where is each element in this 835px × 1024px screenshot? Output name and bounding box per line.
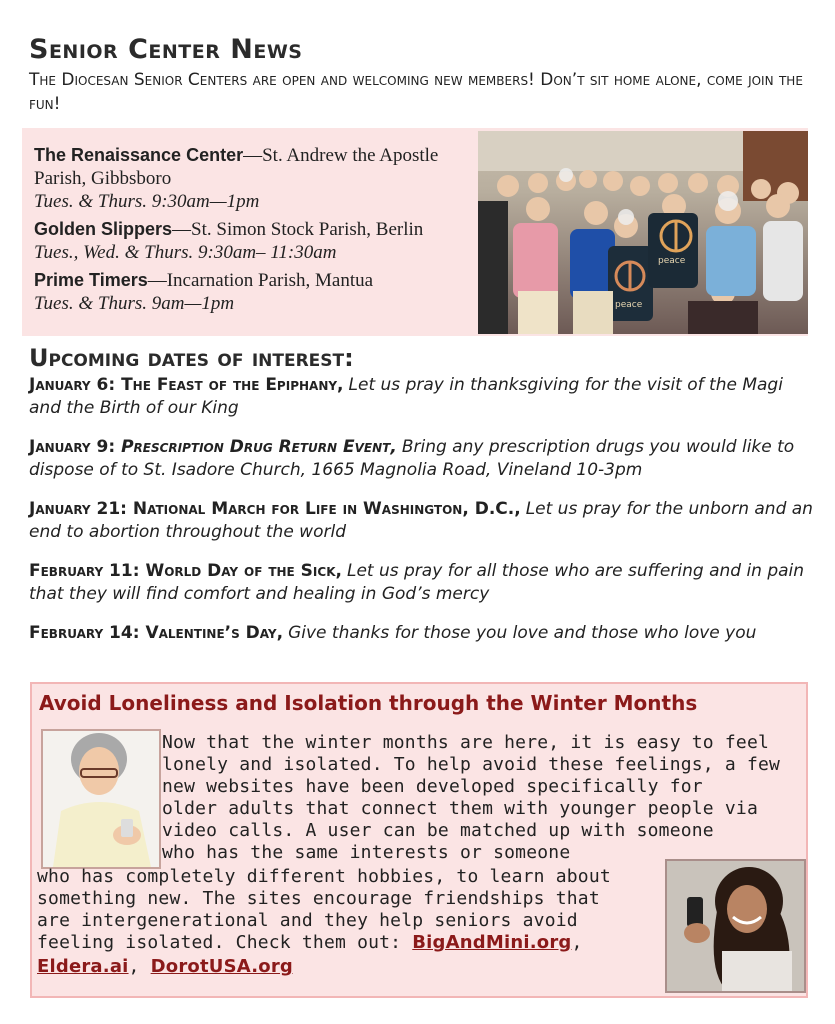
intro-text: The Diocesan Senior Centers are open and welcoming new members! Don’t sit home alone, come join the fun!	[29, 70, 803, 114]
date-description: Let us pray for the unborn and an end to abortion throughout the world	[29, 499, 813, 542]
date-item	[29, 497, 819, 543]
center-name: Prime Timers	[34, 270, 148, 290]
article-text-line: feeling isolated. Check them out: BigAndMini.org,	[37, 932, 583, 953]
center-location: —St. Andrew the Apostle Parish, Gibbsboro	[34, 145, 439, 189]
date-label: January 9: Prescription Drug Return Event,	[29, 437, 397, 457]
article-text-line: who has the same interests or someone	[162, 842, 571, 863]
center-item	[34, 218, 474, 264]
date-description: Let us pray for all those who are suffering and in pain that they will find comfort and healing in God’s mercy	[29, 561, 805, 604]
article-text-line: who has completely different hobbies, to learn about	[37, 866, 611, 887]
article-text-line: new websites have been developed specifically for	[162, 776, 703, 797]
center-name: The Renaissance Center	[34, 145, 244, 165]
date-item	[29, 559, 819, 605]
center-item	[34, 144, 474, 213]
senior-woman-illustration	[43, 731, 159, 867]
center-schedule: Tues. & Thurs. 9am—1pm	[34, 293, 235, 314]
date-label: February 14: Valentine’s Day,	[29, 623, 284, 643]
date-label: January 6: The Feast of the Epiphany,	[29, 375, 344, 395]
article-text-line: video calls. A user can be matched up with someone	[162, 820, 714, 841]
article-text-line: older adults that connect them with younger people via	[162, 798, 758, 819]
date-description: Let us pray in thanksgiving for the visit of the Magi and the Birth of our King	[29, 375, 783, 418]
center-location: —St. Simon Stock Parish, Berlin	[172, 219, 424, 240]
young-woman-phone-photo	[665, 859, 806, 993]
date-label: January 21: National March for Life in Washington, D.C.,	[29, 499, 521, 519]
dorotusa-link[interactable]: DorotUSA.org	[150, 956, 293, 977]
senior-woman-phone-photo	[41, 729, 161, 869]
date-item	[29, 373, 819, 419]
eldera-link[interactable]: Eldera.ai	[37, 956, 129, 977]
article-text-line: Now that the winter months are here, it is easy to feel	[162, 732, 770, 753]
dates-list	[29, 373, 819, 660]
date-item	[29, 621, 819, 644]
date-item	[29, 435, 819, 481]
article-text-line: lonely and isolated. To help avoid these feelings, a few	[162, 754, 781, 775]
centers-list	[34, 144, 474, 320]
group-photo-illustration	[478, 131, 808, 334]
article-title: Avoid Loneliness and Isolation through the Winter Months	[39, 691, 698, 715]
article-text-line: Eldera.ai, DorotUSA.org	[37, 956, 293, 977]
seniors-group-photo	[478, 131, 808, 334]
svg-text:peace: peace	[658, 256, 686, 266]
center-location: —Incarnation Parish, Mantua	[147, 270, 374, 291]
center-schedule: Tues. & Thurs. 9:30am—1pm	[34, 191, 260, 212]
svg-text:peace: peace	[615, 300, 643, 310]
young-woman-illustration	[667, 861, 804, 991]
date-label: February 11: World Day of the Sick,	[29, 561, 342, 581]
article-text-line: are intergenerational and they help seniors avoid	[37, 910, 578, 931]
article-text-line: something new. The sites encourage friendships that	[37, 888, 600, 909]
dates-heading: Upcoming dates of interest:	[29, 344, 354, 372]
loneliness-article	[30, 682, 808, 998]
center-name: Golden Slippers	[34, 219, 173, 239]
date-description: Bring any prescription drugs you would like to dispose of to St. Isadore Church, 1665 Magnolia Road, Vineland 10-3pm	[29, 437, 795, 480]
bigandmini-link[interactable]: BigAndMini.org	[412, 932, 572, 953]
page-title: Senior Center News	[29, 34, 303, 65]
center-schedule: Tues., Wed. & Thurs. 9:30am– 11:30am	[34, 242, 337, 263]
date-description: Give thanks for those you love and those who love you	[288, 623, 757, 643]
center-item	[34, 269, 474, 315]
